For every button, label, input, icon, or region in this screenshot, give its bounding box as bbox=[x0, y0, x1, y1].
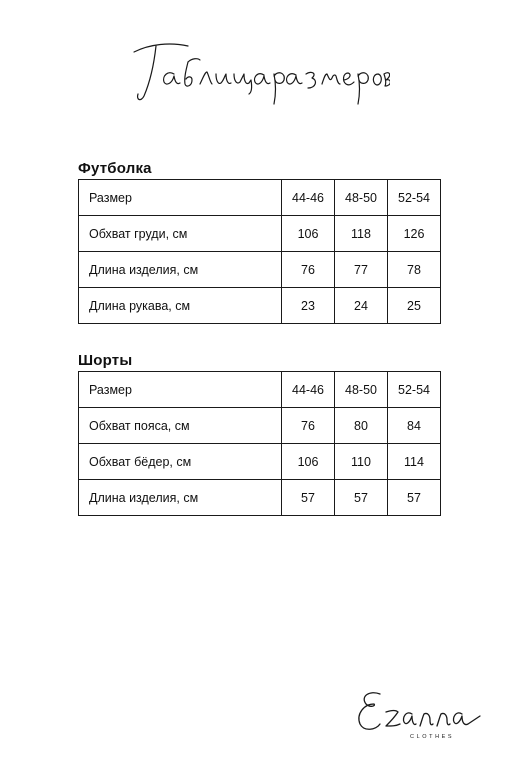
measurement-label-cell: Длина рукава, см bbox=[79, 288, 282, 324]
measurement-value-cell: 110 bbox=[335, 444, 388, 480]
header-label-cell: Размер bbox=[79, 180, 282, 216]
measurement-value-cell: 24 bbox=[335, 288, 388, 324]
table-row bbox=[79, 252, 441, 288]
measurement-label-cell: Обхват груди, см bbox=[79, 216, 282, 252]
table-row bbox=[79, 480, 441, 516]
measurement-value-cell: 78 bbox=[388, 252, 441, 288]
svg-text:CLOTHES: CLOTHES bbox=[410, 734, 455, 740]
section-heading-tshirt: Футболка bbox=[78, 160, 152, 177]
table-row bbox=[79, 408, 441, 444]
size-column-header: 52-54 bbox=[388, 372, 441, 408]
measurement-label-cell: Длина изделия, см bbox=[79, 252, 282, 288]
size-column-header: 44-46 bbox=[282, 372, 335, 408]
measurement-value-cell: 126 bbox=[388, 216, 441, 252]
measurement-value-cell: 118 bbox=[335, 216, 388, 252]
measurement-value-cell: 76 bbox=[282, 408, 335, 444]
tshirt-size-table bbox=[78, 179, 441, 324]
size-column-header: 52-54 bbox=[388, 180, 441, 216]
measurement-value-cell: 76 bbox=[282, 252, 335, 288]
measurement-value-cell: 114 bbox=[388, 444, 441, 480]
measurement-value-cell: 80 bbox=[335, 408, 388, 444]
header-label-cell: Размер bbox=[79, 372, 282, 408]
measurement-value-cell: 25 bbox=[388, 288, 441, 324]
brand-logo bbox=[350, 686, 490, 742]
section-heading-shorts: Шорты bbox=[78, 352, 133, 369]
measurement-label-cell: Обхват бёдер, см bbox=[79, 444, 282, 480]
shorts-size-table bbox=[78, 371, 441, 516]
table-row bbox=[79, 288, 441, 324]
measurement-value-cell: 106 bbox=[282, 444, 335, 480]
measurement-label-cell: Длина изделия, см bbox=[79, 480, 282, 516]
size-column-header: 48-50 bbox=[335, 372, 388, 408]
measurement-value-cell: 57 bbox=[282, 480, 335, 516]
measurement-value-cell: 57 bbox=[335, 480, 388, 516]
measurement-value-cell: 84 bbox=[388, 408, 441, 444]
table-row bbox=[79, 444, 441, 480]
table-header-row bbox=[79, 180, 441, 216]
size-column-header: 48-50 bbox=[335, 180, 388, 216]
measurement-value-cell: 106 bbox=[282, 216, 335, 252]
table-row bbox=[79, 216, 441, 252]
measurement-value-cell: 23 bbox=[282, 288, 335, 324]
table-header-row bbox=[79, 372, 441, 408]
measurement-value-cell: 57 bbox=[388, 480, 441, 516]
size-column-header: 44-46 bbox=[282, 180, 335, 216]
measurement-label-cell: Обхват пояса, см bbox=[79, 408, 282, 444]
measurement-value-cell: 77 bbox=[335, 252, 388, 288]
page-title-script bbox=[130, 30, 390, 110]
